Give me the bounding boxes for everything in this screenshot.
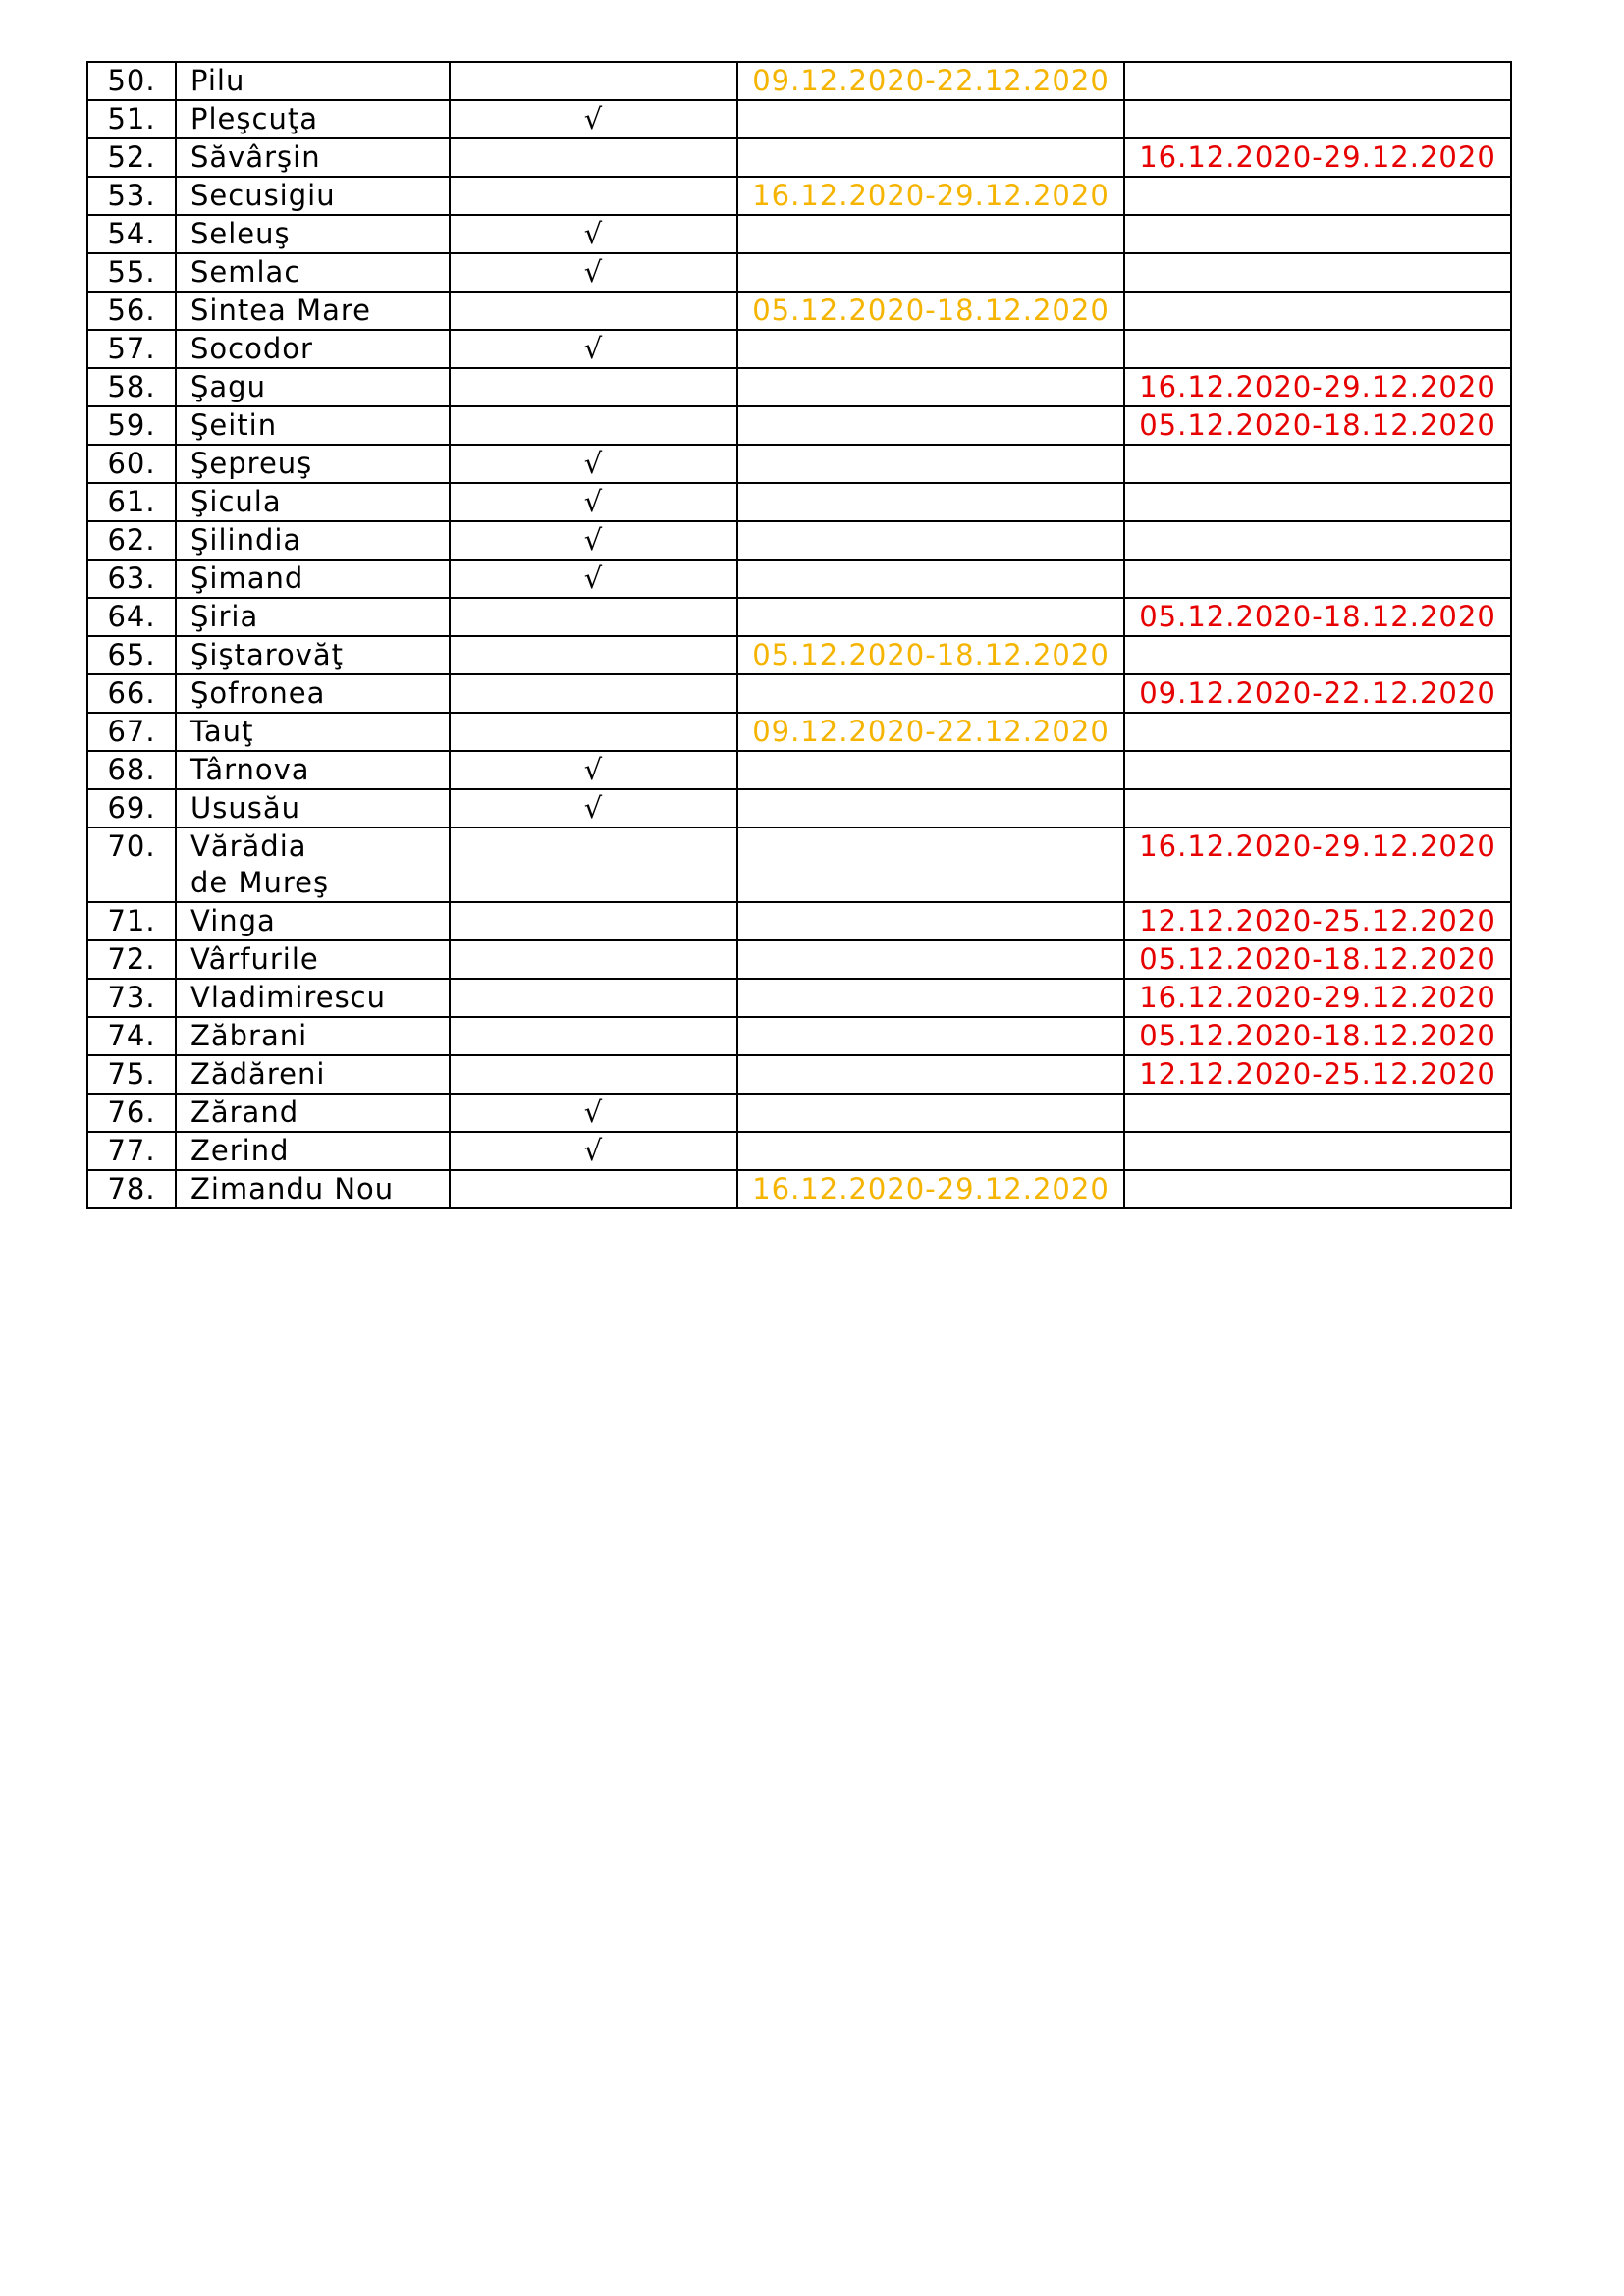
red-period	[1124, 445, 1511, 483]
locality-name-line: Zerind	[190, 1134, 290, 1167]
locality-name-line: Ususău	[190, 791, 300, 825]
red-period	[1124, 751, 1511, 789]
check-mark-icon: √	[450, 521, 737, 560]
row-number: 63.	[87, 560, 176, 598]
row-number: 72.	[87, 940, 176, 979]
red-period	[1124, 1170, 1511, 1208]
red-period	[1124, 177, 1511, 215]
locality-name	[176, 368, 450, 406]
red-period: 12.12.2020-25.12.2020	[1124, 902, 1511, 940]
check-mark-icon: √	[450, 1132, 737, 1170]
locality-name-line: Şiria	[190, 600, 259, 633]
check-mark-icon	[450, 940, 737, 979]
table-row	[87, 598, 1511, 636]
locality-name	[176, 560, 450, 598]
table-body	[87, 62, 1511, 1208]
row-number: 75.	[87, 1055, 176, 1094]
check-mark-icon: √	[450, 100, 737, 138]
table-row	[87, 406, 1511, 445]
red-period	[1124, 292, 1511, 330]
check-mark-icon	[450, 1170, 737, 1208]
yellow-period	[737, 902, 1124, 940]
red-period	[1124, 253, 1511, 292]
row-number: 73.	[87, 979, 176, 1017]
locality-name	[176, 789, 450, 828]
locality-name-line: Şilindia	[190, 523, 302, 557]
red-period: 09.12.2020-22.12.2020	[1124, 674, 1511, 713]
check-mark-icon	[450, 368, 737, 406]
yellow-period: 09.12.2020-22.12.2020	[737, 713, 1124, 751]
check-mark-icon: √	[450, 751, 737, 789]
locality-name-line: Şagu	[190, 370, 266, 403]
check-mark-icon: √	[450, 483, 737, 521]
red-period: 05.12.2020-18.12.2020	[1124, 406, 1511, 445]
locality-name-line: Şiştarovăţ	[190, 638, 345, 671]
yellow-period	[737, 1055, 1124, 1094]
yellow-period	[737, 940, 1124, 979]
table-row	[87, 636, 1511, 674]
row-number: 55.	[87, 253, 176, 292]
locality-name-line: Târnova	[190, 753, 310, 786]
locality-name-line: Şeitin	[190, 408, 278, 442]
check-mark-icon: √	[450, 330, 737, 368]
row-number: 69.	[87, 789, 176, 828]
locality-name	[176, 138, 450, 177]
check-mark-icon	[450, 828, 737, 902]
red-period	[1124, 560, 1511, 598]
check-mark-icon	[450, 902, 737, 940]
table-row	[87, 560, 1511, 598]
locality-name-line: Seleuş	[190, 217, 291, 250]
yellow-period	[737, 215, 1124, 253]
locality-name	[176, 979, 450, 1017]
locality-name	[176, 521, 450, 560]
yellow-period	[737, 560, 1124, 598]
locality-name-line: Şofronea	[190, 676, 326, 710]
row-number: 61.	[87, 483, 176, 521]
locality-name-line: Şepreuş	[190, 447, 313, 480]
check-mark-icon	[450, 1017, 737, 1055]
locality-name	[176, 1170, 450, 1208]
yellow-period	[737, 138, 1124, 177]
row-number: 70.	[87, 828, 176, 902]
row-number: 71.	[87, 902, 176, 940]
locality-name-line: Sintea Mare	[190, 294, 371, 327]
red-period: 16.12.2020-29.12.2020	[1124, 979, 1511, 1017]
locality-name-line: Şicula	[190, 485, 282, 518]
table-row	[87, 940, 1511, 979]
table-row	[87, 330, 1511, 368]
locality-name-line: Şimand	[190, 561, 304, 595]
locality-name-line: Vărădia	[190, 829, 307, 863]
table-row	[87, 215, 1511, 253]
red-period	[1124, 1094, 1511, 1132]
check-mark-icon	[450, 598, 737, 636]
red-period: 16.12.2020-29.12.2020	[1124, 828, 1511, 902]
row-number: 54.	[87, 215, 176, 253]
table-row	[87, 979, 1511, 1017]
localities-table	[86, 61, 1512, 1209]
locality-name	[176, 62, 450, 100]
row-number: 78.	[87, 1170, 176, 1208]
table-row	[87, 713, 1511, 751]
red-period	[1124, 713, 1511, 751]
yellow-period	[737, 1094, 1124, 1132]
yellow-period	[737, 789, 1124, 828]
table-row	[87, 62, 1511, 100]
row-number: 66.	[87, 674, 176, 713]
table-row	[87, 828, 1511, 902]
yellow-period	[737, 751, 1124, 789]
row-number: 64.	[87, 598, 176, 636]
table-row	[87, 483, 1511, 521]
locality-name	[176, 1055, 450, 1094]
yellow-period	[737, 1132, 1124, 1170]
row-number: 52.	[87, 138, 176, 177]
locality-name	[176, 902, 450, 940]
yellow-period: 05.12.2020-18.12.2020	[737, 292, 1124, 330]
locality-name	[176, 751, 450, 789]
red-period: 05.12.2020-18.12.2020	[1124, 598, 1511, 636]
row-number: 60.	[87, 445, 176, 483]
check-mark-icon	[450, 636, 737, 674]
check-mark-icon: √	[450, 789, 737, 828]
yellow-period	[737, 100, 1124, 138]
table-row	[87, 368, 1511, 406]
locality-name-line: Secusigiu	[190, 179, 336, 212]
yellow-period	[737, 445, 1124, 483]
red-period: 05.12.2020-18.12.2020	[1124, 1017, 1511, 1055]
locality-name	[176, 177, 450, 215]
locality-name	[176, 330, 450, 368]
locality-name	[176, 940, 450, 979]
check-mark-icon: √	[450, 1094, 737, 1132]
locality-name	[176, 1132, 450, 1170]
check-mark-icon: √	[450, 215, 737, 253]
yellow-period	[737, 483, 1124, 521]
locality-name-line: Vinga	[190, 904, 276, 937]
yellow-period	[737, 828, 1124, 902]
row-number: 53.	[87, 177, 176, 215]
table-row	[87, 1094, 1511, 1132]
check-mark-icon	[450, 713, 737, 751]
locality-name-line: Zimandu Nou	[190, 1172, 395, 1205]
check-mark-icon	[450, 62, 737, 100]
red-period	[1124, 521, 1511, 560]
table-row	[87, 138, 1511, 177]
locality-name	[176, 1094, 450, 1132]
row-number: 50.	[87, 62, 176, 100]
table-row	[87, 674, 1511, 713]
locality-name	[176, 292, 450, 330]
check-mark-icon	[450, 138, 737, 177]
locality-name	[176, 253, 450, 292]
row-number: 56.	[87, 292, 176, 330]
red-period	[1124, 1132, 1511, 1170]
row-number: 76.	[87, 1094, 176, 1132]
yellow-period: 09.12.2020-22.12.2020	[737, 62, 1124, 100]
check-mark-icon: √	[450, 445, 737, 483]
table-row	[87, 1132, 1511, 1170]
table-row	[87, 1055, 1511, 1094]
locality-name-line: Vârfurile	[190, 942, 319, 976]
check-mark-icon: √	[450, 560, 737, 598]
yellow-period	[737, 330, 1124, 368]
row-number: 74.	[87, 1017, 176, 1055]
locality-name-line: Zăbrani	[190, 1019, 308, 1052]
table-row	[87, 751, 1511, 789]
locality-name-line: Săvârşin	[190, 140, 321, 174]
table-row	[87, 1017, 1511, 1055]
row-number: 65.	[87, 636, 176, 674]
yellow-period	[737, 598, 1124, 636]
yellow-period	[737, 253, 1124, 292]
red-period: 16.12.2020-29.12.2020	[1124, 368, 1511, 406]
locality-name	[176, 713, 450, 751]
red-period	[1124, 330, 1511, 368]
red-period: 16.12.2020-29.12.2020	[1124, 138, 1511, 177]
row-number: 67.	[87, 713, 176, 751]
check-mark-icon	[450, 292, 737, 330]
locality-name	[176, 406, 450, 445]
locality-name	[176, 674, 450, 713]
red-period: 05.12.2020-18.12.2020	[1124, 940, 1511, 979]
row-number: 62.	[87, 521, 176, 560]
locality-name	[176, 483, 450, 521]
yellow-period	[737, 1017, 1124, 1055]
locality-name	[176, 828, 450, 902]
table-row	[87, 100, 1511, 138]
check-mark-icon	[450, 406, 737, 445]
table-row	[87, 902, 1511, 940]
locality-name-line: Pilu	[190, 64, 245, 97]
row-number: 68.	[87, 751, 176, 789]
row-number: 58.	[87, 368, 176, 406]
red-period	[1124, 636, 1511, 674]
locality-name	[176, 215, 450, 253]
row-number: 77.	[87, 1132, 176, 1170]
red-period	[1124, 100, 1511, 138]
locality-name	[176, 100, 450, 138]
table-row	[87, 445, 1511, 483]
row-number: 59.	[87, 406, 176, 445]
locality-name-line: Semlac	[190, 255, 301, 289]
locality-name	[176, 598, 450, 636]
yellow-period: 16.12.2020-29.12.2020	[737, 1170, 1124, 1208]
check-mark-icon	[450, 979, 737, 1017]
locality-name-line: Zădăreni	[190, 1057, 326, 1091]
locality-name-line: Tauţ	[190, 715, 254, 748]
check-mark-icon	[450, 674, 737, 713]
red-period	[1124, 215, 1511, 253]
red-period	[1124, 62, 1511, 100]
yellow-period: 05.12.2020-18.12.2020	[737, 636, 1124, 674]
table-row	[87, 789, 1511, 828]
locality-name-line: Socodor	[190, 332, 313, 365]
red-period	[1124, 789, 1511, 828]
table-row	[87, 253, 1511, 292]
locality-name-line: Vladimirescu	[190, 981, 386, 1014]
row-number: 51.	[87, 100, 176, 138]
table-row	[87, 1170, 1511, 1208]
red-period: 12.12.2020-25.12.2020	[1124, 1055, 1511, 1094]
locality-name	[176, 636, 450, 674]
yellow-period	[737, 979, 1124, 1017]
yellow-period: 16.12.2020-29.12.2020	[737, 177, 1124, 215]
table-row	[87, 521, 1511, 560]
check-mark-icon	[450, 1055, 737, 1094]
check-mark-icon: √	[450, 253, 737, 292]
yellow-period	[737, 406, 1124, 445]
table-row	[87, 177, 1511, 215]
locality-name	[176, 445, 450, 483]
table-row	[87, 292, 1511, 330]
row-number: 57.	[87, 330, 176, 368]
locality-name-line-2: de Mureş	[190, 866, 330, 899]
yellow-period	[737, 674, 1124, 713]
locality-name-line: Zărand	[190, 1095, 299, 1129]
locality-name-line: Pleşcuţa	[190, 102, 318, 135]
locality-name	[176, 1017, 450, 1055]
check-mark-icon	[450, 177, 737, 215]
yellow-period	[737, 521, 1124, 560]
red-period	[1124, 483, 1511, 521]
yellow-period	[737, 368, 1124, 406]
